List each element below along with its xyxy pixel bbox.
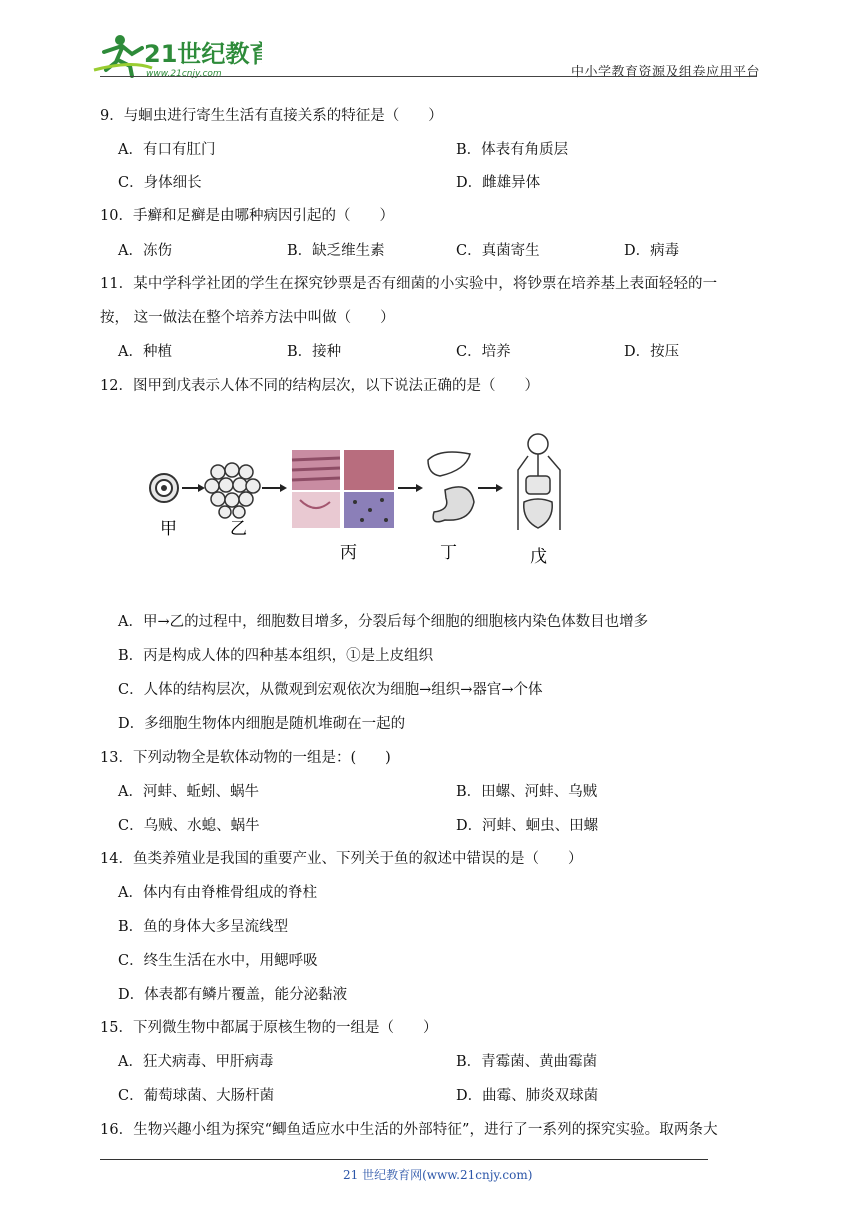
q15-option-d: D．曲霉、肺炎双球菌 bbox=[456, 1088, 599, 1104]
q11-option-a: A．种植 bbox=[118, 344, 172, 360]
question-10-stem: 10．手癣和足癣是由哪种病因引起的（ ） bbox=[100, 208, 394, 224]
q9-option-a: A．有口有肛门 bbox=[118, 142, 216, 158]
logo-text: 21世纪教育 bbox=[144, 40, 262, 68]
cell-cluster-icon bbox=[205, 463, 260, 518]
q15-option-b: B．青霉菌、黄曲霉菌 bbox=[456, 1054, 598, 1070]
q11-option-c: C．培养 bbox=[456, 344, 511, 360]
q10-option-a: A．冻伤 bbox=[118, 243, 172, 259]
q9-option-b: B．体表有角质层 bbox=[456, 142, 569, 158]
q12-option-c: C．人体的结构层次，从微观到宏观依次为细胞→组织→器官→个体 bbox=[118, 682, 543, 698]
runner-logo-icon bbox=[92, 30, 262, 80]
footer-text: 21 世纪教育网(www.21cnjy.com) bbox=[343, 1168, 533, 1182]
q13-option-d: D．河蚌、蛔虫、田螺 bbox=[456, 818, 599, 834]
q12-option-d: D．多细胞生物体内细胞是随机堆砌在一起的 bbox=[118, 716, 406, 732]
tissue-photos-icon bbox=[292, 450, 394, 528]
question-9-stem: 9．与蛔虫进行寄生生活有直接关系的特征是（ ） bbox=[100, 108, 443, 124]
structure-levels-figure bbox=[140, 430, 580, 580]
question-14-stem: 14．鱼类养殖业是我国的重要产业、下列关于鱼的叙述中错误的是（ ） bbox=[100, 851, 583, 867]
q14-option-a: A．体内有由脊椎骨组成的脊柱 bbox=[118, 885, 317, 901]
organ-icon bbox=[428, 452, 474, 522]
question-11-stem-cont: 按， 这一做法在整个培养方法中叫做（ ） bbox=[100, 310, 395, 326]
q15-option-c: C．葡萄球菌、大肠杆菌 bbox=[118, 1088, 275, 1104]
q9-option-c: C．身体细长 bbox=[118, 175, 202, 191]
label-ding: 丁 bbox=[440, 543, 457, 563]
q11-option-b: B．接种 bbox=[287, 344, 342, 360]
label-wu: 戊 bbox=[530, 547, 547, 567]
q11-option-d: D．按压 bbox=[624, 344, 680, 360]
single-cell-icon bbox=[150, 474, 178, 502]
q15-option-a: A．狂犬病毒、甲肝病毒 bbox=[118, 1054, 274, 1070]
arrow-icon bbox=[496, 484, 503, 492]
site-logo bbox=[92, 30, 262, 80]
q14-option-b: B．鱼的身体大多呈流线型 bbox=[118, 919, 289, 935]
label-yi: 乙 bbox=[230, 519, 247, 539]
arrow-icon bbox=[280, 484, 287, 492]
question-12-stem: 12．图甲到戊表示人体不同的结构层次，以下说法正确的是（ ） bbox=[100, 378, 539, 394]
q14-option-c: C．终生生活在水中，用鳃呼吸 bbox=[118, 953, 318, 969]
logo-url-text: www.21cnjy.com bbox=[146, 69, 222, 79]
footer-divider bbox=[100, 1159, 708, 1160]
label-bing: 丙 bbox=[340, 543, 357, 563]
q14-option-d: D．体表都有鳞片覆盖，能分泌黏液 bbox=[118, 987, 348, 1003]
question-11-stem: 11．某中学科学社团的学生在探究钞票是否有细菌的小实验中，将钞票在培养基上表面轻轻的一 bbox=[100, 276, 718, 292]
q9-option-d: D．雌雄异体 bbox=[456, 175, 541, 191]
arrow-icon bbox=[416, 484, 423, 492]
q12-option-b: B．丙是构成人体的四种基本组织，①是上皮组织 bbox=[118, 648, 434, 664]
arrow-icon bbox=[198, 484, 205, 492]
q13-option-b: B．田螺、河蚌、乌贼 bbox=[456, 784, 598, 800]
q12-option-a: A．甲→乙的过程中，细胞数目增多，分裂后每个细胞的细胞核内染色体数目也增多 bbox=[118, 614, 649, 630]
q13-option-c: C．乌贼、水螅、蜗牛 bbox=[118, 818, 260, 834]
question-15-stem: 15．下列微生物中都属于原核生物的一组是（ ） bbox=[100, 1020, 438, 1036]
header-divider bbox=[100, 76, 756, 77]
header-platform-text: 中小学教育资源及组卷应用平台 bbox=[571, 65, 761, 80]
question-13-stem: 13．下列动物全是软体动物的一组是：( ) bbox=[100, 750, 391, 766]
q10-option-d: D．病毒 bbox=[624, 243, 680, 259]
q13-option-a: A．河蚌、蚯蚓、蜗牛 bbox=[118, 784, 259, 800]
label-jia: 甲 bbox=[160, 519, 177, 539]
q10-option-c: C．真菌寄生 bbox=[456, 243, 540, 259]
structure-levels-diagram bbox=[140, 430, 580, 580]
q10-option-b: B．缺乏维生素 bbox=[287, 243, 385, 259]
question-16-stem: 16．生物兴趣小组为探究“鲫鱼适应水中生活的外部特征”，进行了一系列的探究实验。取两条大 bbox=[100, 1122, 718, 1138]
human-body-icon bbox=[518, 434, 560, 530]
